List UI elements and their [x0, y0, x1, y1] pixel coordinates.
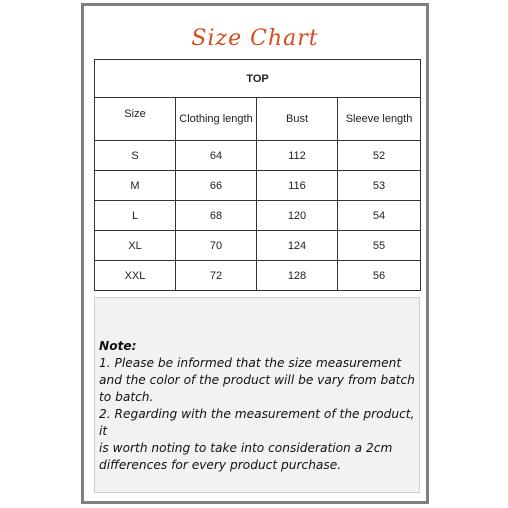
- column-header-size: Size: [95, 98, 176, 141]
- table-cell-clothing-length: 72: [176, 261, 257, 291]
- table-row: [95, 261, 421, 291]
- table-cell-bust: 112: [257, 141, 338, 171]
- note-line: 1. Please be informed that the size measurement: [99, 356, 402, 370]
- table-cell-sleeve-length: 53: [338, 171, 421, 201]
- note-line: and the color of the product will be vary from batch: [99, 373, 415, 387]
- size-table: [94, 59, 421, 291]
- note-box: [94, 297, 420, 493]
- note-line: differences for every product purchase.: [99, 458, 342, 472]
- section-header-top: TOP: [95, 60, 421, 98]
- table-cell-sleeve-length: 56: [338, 261, 421, 291]
- table-cell-clothing-length: 64: [176, 141, 257, 171]
- table-cell-size: M: [95, 171, 176, 201]
- column-header-bust: Bust: [257, 98, 338, 141]
- table-column-header-row: [95, 98, 421, 141]
- size-chart-title: Size Chart: [191, 26, 319, 51]
- note-line: to batch.: [99, 390, 154, 404]
- table-cell-size: XL: [95, 231, 176, 261]
- table-cell-bust: 120: [257, 201, 338, 231]
- note-line: 2. Regarding with the measurement of the product, it: [99, 407, 415, 438]
- table-row: [95, 231, 421, 261]
- table-cell-bust: 128: [257, 261, 338, 291]
- table-cell-size: S: [95, 141, 176, 171]
- note-line: is worth noting to take into consideration a 2cm: [99, 441, 393, 455]
- table-cell-bust: 116: [257, 171, 338, 201]
- column-header-clothing-length: Clothing length: [176, 98, 257, 141]
- table-section-header-row: [95, 60, 421, 98]
- table-cell-bust: 124: [257, 231, 338, 261]
- table-cell-sleeve-length: 52: [338, 141, 421, 171]
- table-cell-clothing-length: 70: [176, 231, 257, 261]
- table-cell-clothing-length: 66: [176, 171, 257, 201]
- table-cell-size: L: [95, 201, 176, 231]
- table-cell-sleeve-length: 54: [338, 201, 421, 231]
- column-header-sleeve-length: Sleeve length: [338, 98, 421, 141]
- table-row: [95, 141, 421, 171]
- size-chart-frame: [81, 3, 429, 504]
- table-cell-clothing-length: 68: [176, 201, 257, 231]
- table-row: [95, 201, 421, 231]
- table-cell-size: XXL: [95, 261, 176, 291]
- table-cell-sleeve-length: 55: [338, 231, 421, 261]
- note-heading: Note:: [99, 339, 137, 353]
- table-row: [95, 171, 421, 201]
